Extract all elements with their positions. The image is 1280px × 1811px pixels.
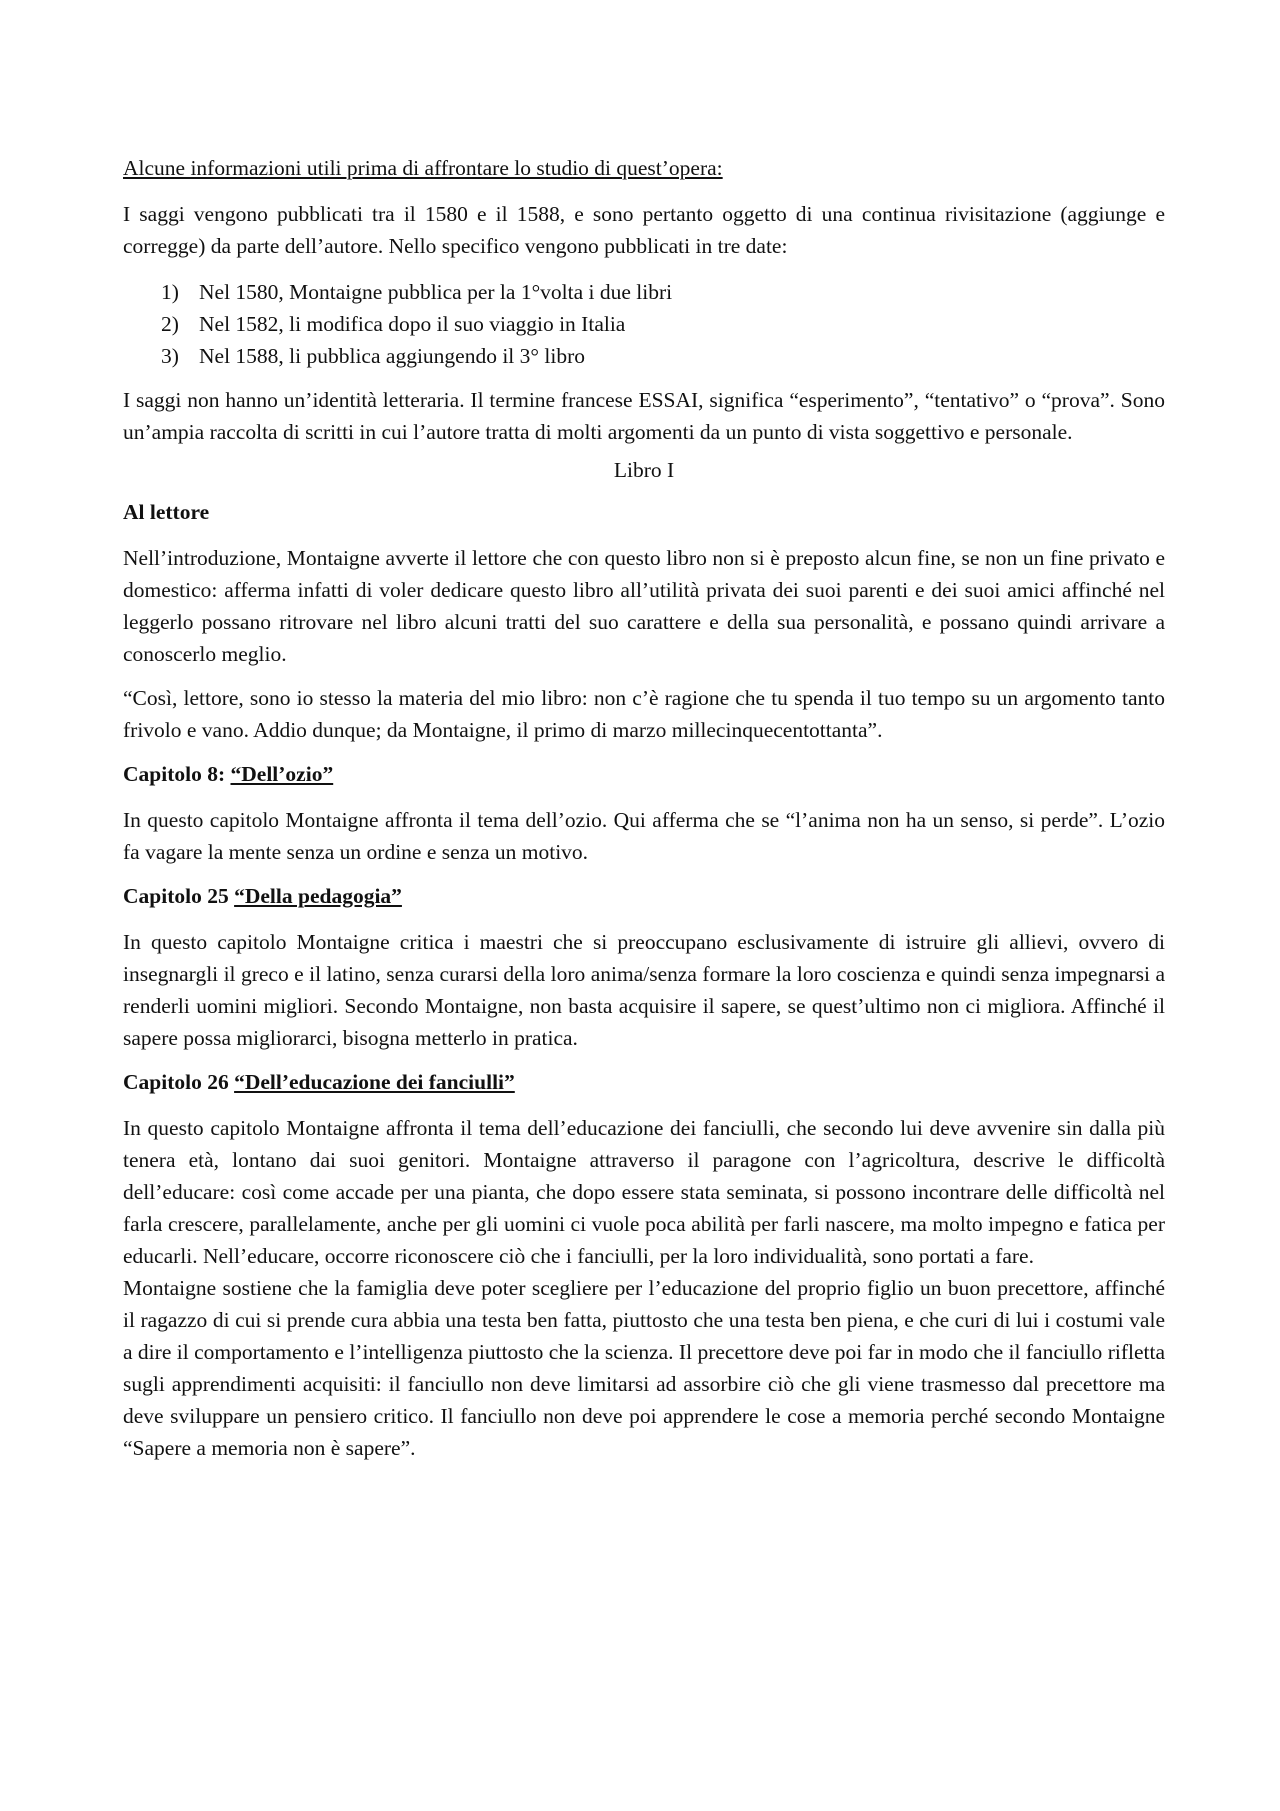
list-item bbox=[161, 340, 1165, 372]
list-item-number: 3) bbox=[161, 344, 179, 368]
chapter-26-prefix: Capitolo 26 bbox=[123, 1070, 235, 1094]
chapter-8-heading bbox=[123, 758, 1165, 790]
chapter-25-prefix: Capitolo 25 bbox=[123, 884, 235, 908]
chapter-8-prefix: Capitolo 8: bbox=[123, 762, 231, 786]
book-label: Libro I bbox=[613, 458, 675, 482]
chapter-26-paragraph-1: In questo capitolo Montaigne affronta il tema dell’educazione dei fanciulli, che secondo lui deve avvenire sin dalla più tenera età, lontano dai suoi genitori. Montaigne attraverso il paragone con l’agricoltura, descrive le difficoltà dell’educare: così come accade per una pianta, che dopo essere stata seminata, si possono incontrare delle difficoltà nel farla crescere, parallelamente, anche per gli uomini ci vuole poca abilità per farli nascere, ma molto impegno e fatica per educarli. Nell’educare, occorre riconoscere ciò che i fanciulli, per la loro individualità, sono portati a fare. bbox=[123, 1116, 1165, 1268]
chapter-25-paragraph: In questo capitolo Montaigne critica i maestri che si preoccupano esclusivamente di istruire gli allievi, ovvero di insegnargli il greco e il latino, senza curarsi della loro anima/senza formare la loro coscienza e quindi senza impegnarsi a renderli uomini migliori. Secondo Montaigne, non basta acquisire il sapere, se quest’ultimo non ci migliora. Affinché il sapere possa migliorarci, bisogna metterlo in pratica. bbox=[123, 930, 1165, 1050]
al-lettore-paragraph: Nell’introduzione, Montaigne avverte il lettore che con questo libro non si è preposto alcun fine, se non un fine privato e domestico: afferma infatti di voler dedicare questo libro all’utilità privata dei suoi parenti e dei suoi amici affinché nel leggerlo possano ritrovare nel libro alcuni tratti del suo carattere e della sua personalità, e possano quindi arrivare a conoscerlo meglio. bbox=[123, 546, 1165, 666]
essai-paragraph: I saggi non hanno un’identità letteraria. Il termine francese ESSAI, significa “esperimento”, “tentativo” o “prova”. Sono un’ampia raccolta di scritti in cui l’autore tratta di molti argomenti da un punto di vista soggettivo e personale. bbox=[123, 388, 1165, 444]
montaigne-quote: “Così, lettore, sono io stesso la materia del mio libro: non c’è ragione che tu spenda il tuo tempo su un argomento tanto frivolo e vano. Addio dunque; da Montaigne, il primo di marzo millecinquecentottanta”. bbox=[123, 686, 1165, 742]
chapter-26-heading bbox=[123, 1066, 1165, 1098]
intro-paragraph: I saggi vengono pubblicati tra il 1580 e il 1588, e sono pertanto oggetto di una continua rivisitazione (aggiunge e corregge) da parte dell’autore. Nello specifico vengono pubblicati in tre date: bbox=[123, 202, 1165, 258]
list-item bbox=[161, 308, 1165, 340]
dates-list bbox=[123, 276, 1165, 372]
list-item-text: Nel 1582, li modifica dopo il suo viaggio in Italia bbox=[199, 312, 626, 336]
list-item-text: Nel 1588, li pubblica aggiungendo il 3° libro bbox=[199, 344, 585, 368]
document-page bbox=[123, 152, 1165, 1464]
list-item-text: Nel 1580, Montaigne pubblica per la 1°volta i due libri bbox=[199, 280, 673, 304]
list-item bbox=[161, 276, 1165, 308]
chapter-25-title: “Della pedagogia” bbox=[234, 884, 402, 908]
chapter-25-heading bbox=[123, 880, 1165, 912]
al-lettore-heading: Al lettore bbox=[123, 500, 210, 524]
intro-heading: Alcune informazioni utili prima di affrontare lo studio di quest’opera: bbox=[123, 156, 723, 180]
chapter-26-paragraph-2: Montaigne sostiene che la famiglia deve poter scegliere per l’educazione del proprio figlio un buon precettore, affinché il ragazzo di cui si prende cura abbia una testa ben fatta, piuttosto che una testa ben piena, e che curi di lui i costumi vale a dire il comportamento e l’intelligenza piuttosto che la scienza. Il precettore deve poi far in modo che il fanciullo rifletta sugli apprendimenti acquisiti: il fanciullo non deve limitarsi ad assorbire ciò che gli viene trasmesso dal precettore ma deve sviluppare un pensiero critico. Il fanciullo non deve poi apprendere le cose a memoria perché secondo Montaigne “Sapere a memoria non è sapere”. bbox=[123, 1276, 1165, 1460]
list-item-number: 1) bbox=[161, 280, 179, 304]
chapter-8-paragraph: In questo capitolo Montaigne affronta il tema dell’ozio. Qui afferma che se “l’anima non ha un senso, si perde”. L’ozio fa vagare la mente senza un ordine e senza un motivo. bbox=[123, 808, 1165, 864]
chapter-8-title: “Dell’ozio” bbox=[230, 762, 334, 786]
list-item-number: 2) bbox=[161, 312, 179, 336]
chapter-26-title: “Dell’educazione dei fanciulli” bbox=[234, 1070, 515, 1094]
